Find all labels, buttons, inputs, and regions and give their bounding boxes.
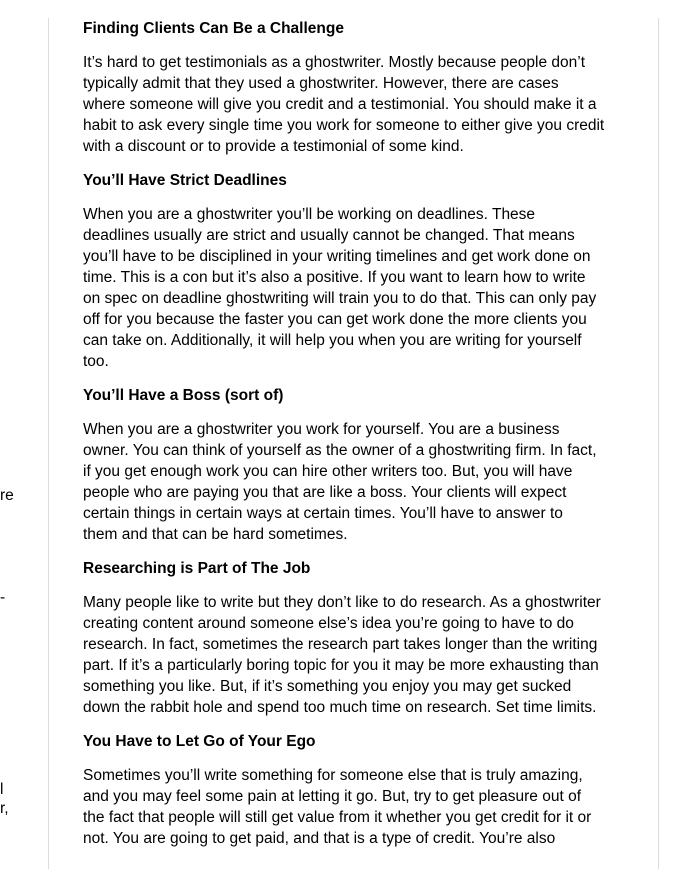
section-paragraph [83, 52, 643, 157]
page-border-left [48, 18, 49, 869]
section-paragraph [83, 419, 643, 545]
previous-page-column [0, 0, 14, 869]
section-heading: Researching is Part of The Job [83, 560, 311, 577]
paragraph-line: you’ll have to be disciplined in your writing timelines and get work done on [83, 248, 591, 265]
paragraph-line: creating content around someone else’s idea you’re going to have to do [83, 615, 574, 632]
section-paragraph [83, 204, 643, 372]
paragraph-line: if you get enough work you can hire other writers too. But, you will have [83, 463, 573, 480]
section-paragraph [83, 592, 643, 718]
paragraph-line: habit to ask every single time you work for someone to either give you credit [83, 117, 605, 134]
paragraph-line: with a discount or to provide a testimonial of some kind. [83, 138, 464, 155]
paragraph-line: time. This is a con but it’s also a positive. If you want to learn how to write [83, 269, 586, 286]
prev-column-fragment: - [0, 589, 6, 606]
paragraph-line: When you are a ghostwriter you’ll be working on deadlines. These [83, 206, 536, 223]
paragraph-line: certain things in certain ways at certain times. You’ll have to answer to [83, 505, 563, 522]
paragraph-line: It’s hard to get testimonials as a ghostwriter. Mostly because people don’t [83, 54, 586, 71]
section-heading: Finding Clients Can Be a Challenge [83, 20, 344, 37]
paragraph-line: people who are paying you that are like a boss. Your clients will expect [83, 484, 567, 501]
section-heading: You’ll Have Strict Deadlines [83, 172, 287, 189]
paragraph-line: can take on. Additionally, it will help you when you are writing for yourself [83, 332, 582, 349]
prev-column-fragment: r, [0, 800, 9, 817]
paragraph-line: and you may feel some pain at letting it go. But, try to get pleasure out of [83, 788, 582, 805]
paragraph-line: part. If it’s a particularly boring topic for you it may be more exhausting than [83, 657, 599, 674]
page-border-right [658, 18, 659, 869]
paragraph-line: not. You are going to get paid, and that is a type of credit. You’re also [83, 830, 556, 847]
paragraph-line: research. In fact, sometimes the research part takes longer than the writing [83, 636, 598, 653]
document-page [83, 18, 643, 862]
paragraph-line: them and that can be hard sometimes. [83, 526, 348, 543]
section-heading: You’ll Have a Boss (sort of) [83, 387, 284, 404]
paragraph-line: Many people like to write but they don’t like to do research. As a ghostwriter [83, 594, 601, 611]
paragraph-line: where someone will give you credit and a testimonial. You should make it a [83, 96, 597, 113]
paragraph-line: owner. You can think of yourself as the owner of a ghostwriting firm. In fact, [83, 442, 597, 459]
paragraph-line: too. [83, 353, 109, 370]
paragraph-line: typically admit that they used a ghostwriter. However, there are cases [83, 75, 559, 92]
section-paragraph [83, 765, 643, 849]
prev-column-fragment: re [0, 487, 14, 504]
paragraph-line: down the rabbit hole and spend too much time on research. Set time limits. [83, 699, 597, 716]
paragraph-line: When you are a ghostwriter you work for yourself. You are a business [83, 421, 560, 438]
section-heading: You Have to Let Go of Your Ego [83, 733, 316, 750]
prev-column-fragment: l [0, 781, 4, 798]
paragraph-line: off for you because the faster you can get work done the more clients you [83, 311, 587, 328]
paragraph-line: Sometimes you’ll write something for someone else that is truly amazing, [83, 767, 583, 784]
paragraph-line: something you like. But, if it’s something you enjoy you may get sucked [83, 678, 572, 695]
paragraph-line: on spec on deadline ghostwriting will train you to do that. This can only pay [83, 290, 597, 307]
paragraph-line: the fact that people will still get value from it whether you get credit for it or [83, 809, 592, 826]
paragraph-line: deadlines usually are strict and usually cannot be changed. That means [83, 227, 575, 244]
